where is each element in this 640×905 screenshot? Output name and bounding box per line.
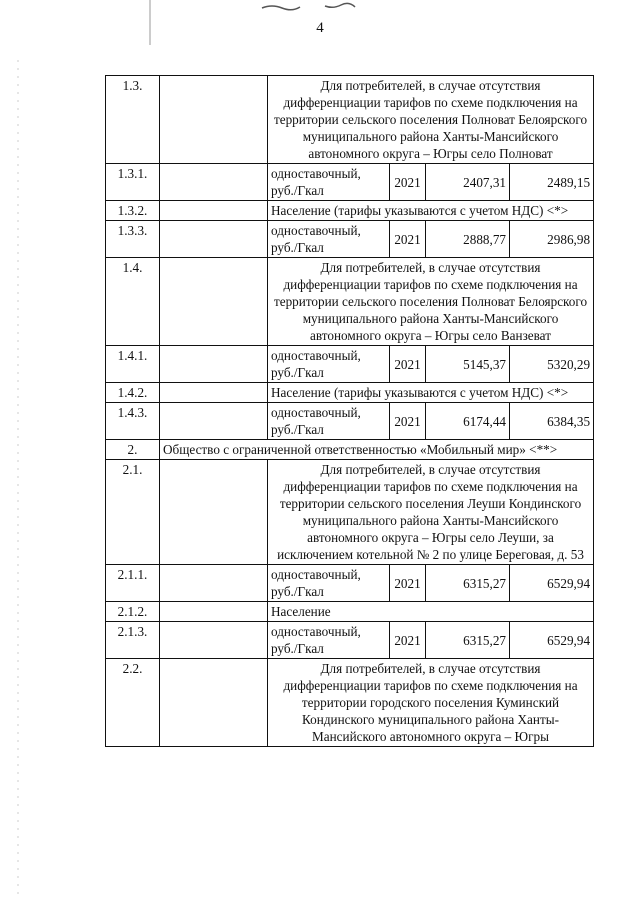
row-number: 2.2. <box>106 659 160 747</box>
tariff-year: 2021 <box>390 622 426 659</box>
tariff-value-first-half: 6315,27 <box>426 622 510 659</box>
blank-cell <box>160 602 268 622</box>
tariff-year: 2021 <box>390 403 426 440</box>
tariff-unit: одноставочный, руб./Гкал <box>268 164 390 201</box>
tariff-value-first-half: 2888,77 <box>426 221 510 258</box>
tariff-value-second-half: 2489,15 <box>510 164 594 201</box>
tariff-table-body <box>106 76 594 747</box>
blank-cell <box>160 460 268 565</box>
row-number: 1.3.2. <box>106 201 160 221</box>
tariff-table <box>105 75 594 747</box>
tariff-year: 2021 <box>390 565 426 602</box>
page-number: 4 <box>316 20 324 36</box>
table-row <box>106 565 594 602</box>
tariff-value-first-half: 5145,37 <box>426 346 510 383</box>
tariff-value-second-half: 6529,94 <box>510 565 594 602</box>
blank-cell <box>160 659 268 747</box>
tariff-year: 2021 <box>390 164 426 201</box>
blank-cell <box>160 164 268 201</box>
tariff-value-second-half: 6529,94 <box>510 622 594 659</box>
blank-cell <box>160 201 268 221</box>
tariff-value-first-half: 6174,44 <box>426 403 510 440</box>
blank-cell <box>160 346 268 383</box>
row-number: 1.3.1. <box>106 164 160 201</box>
consumer-description: Для потребителей, в случае отсутствия дифференциации тарифов по схеме подключения на территории сельского поселения Полноват Белоярского муниципального района Ханты-Мансийского автономного округа – Югры село Ванзеват <box>268 258 594 346</box>
blank-cell <box>160 383 268 403</box>
tariff-unit: одноставочный, руб./Гкал <box>268 565 390 602</box>
population-note: Население (тарифы указываются с учетом НДС) <*> <box>268 201 594 221</box>
table-row <box>106 164 594 201</box>
table-row <box>106 403 594 440</box>
tariff-value-second-half: 5320,29 <box>510 346 594 383</box>
row-number: 2. <box>106 440 160 460</box>
table-row <box>106 221 594 258</box>
table-row <box>106 201 594 221</box>
table-row <box>106 440 594 460</box>
table-row <box>106 346 594 383</box>
table-row <box>106 602 594 622</box>
row-number: 1.4. <box>106 258 160 346</box>
tariff-value-first-half: 6315,27 <box>426 565 510 602</box>
blank-cell <box>160 403 268 440</box>
tariff-year: 2021 <box>390 346 426 383</box>
tariff-unit: одноставочный, руб./Гкал <box>268 346 390 383</box>
table-row <box>106 76 594 164</box>
blank-cell <box>160 622 268 659</box>
blank-cell <box>160 565 268 602</box>
row-number: 2.1. <box>106 460 160 565</box>
consumer-description: Для потребителей, в случае отсутствия дифференциации тарифов по схеме подключения на территории сельского поселения Полноват Белоярского муниципального района Ханты-Мансийского автономного округа – Югры село Полноват <box>268 76 594 164</box>
population-note: Население <box>268 602 594 622</box>
table-row <box>106 659 594 747</box>
table-row <box>106 460 594 565</box>
blank-cell <box>160 221 268 258</box>
row-number: 1.3. <box>106 76 160 164</box>
table-row <box>106 383 594 403</box>
row-number: 2.1.2. <box>106 602 160 622</box>
row-number: 1.4.1. <box>106 346 160 383</box>
blank-cell <box>160 258 268 346</box>
tariff-unit: одноставочный, руб./Гкал <box>268 221 390 258</box>
blank-cell <box>160 76 268 164</box>
tariff-year: 2021 <box>390 221 426 258</box>
consumer-description: Для потребителей, в случае отсутствия дифференциации тарифов по схеме подключения на территории сельского поселения Леуши Кондинского муниципального района Ханты-Мансийского автономного округа – Югры село Леуши, за исключением котельной № 2 по улице Береговая, д. 53 <box>268 460 594 565</box>
row-number: 1.4.2. <box>106 383 160 403</box>
row-number: 1.3.3. <box>106 221 160 258</box>
row-number: 2.1.1. <box>106 565 160 602</box>
row-number: 1.4.3. <box>106 403 160 440</box>
row-number: 2.1.3. <box>106 622 160 659</box>
table-row <box>106 258 594 346</box>
tariff-unit: одноставочный, руб./Гкал <box>268 622 390 659</box>
organization-name: Общество с ограниченной ответственностью «Мобильный мир» <**> <box>160 440 594 460</box>
consumer-description: Для потребителей, в случае отсутствия дифференциации тарифов по схеме подключения на территории городского поселения Куминский Кондинского муниципального района Ханты-Мансийского автономного округа – Югры <box>268 659 594 747</box>
tariff-unit: одноставочный, руб./Гкал <box>268 403 390 440</box>
tariff-value-first-half: 2407,31 <box>426 164 510 201</box>
tariff-value-second-half: 6384,35 <box>510 403 594 440</box>
table-row <box>106 622 594 659</box>
population-note: Население (тарифы указываются с учетом НДС) <*> <box>268 383 594 403</box>
tariff-value-second-half: 2986,98 <box>510 221 594 258</box>
